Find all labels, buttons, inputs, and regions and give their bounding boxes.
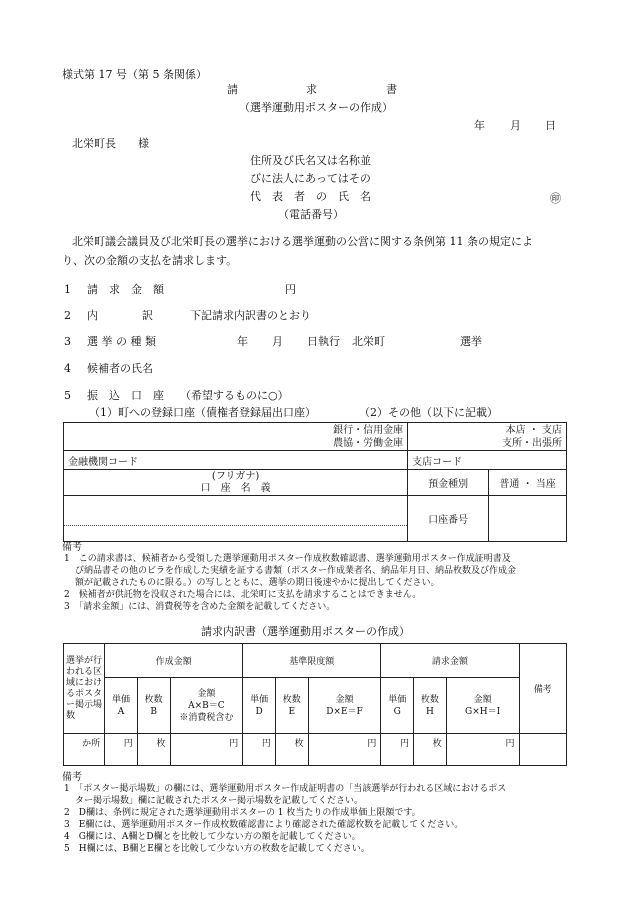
title-char-1: 請 xyxy=(227,83,238,96)
unit-yen-i: 円 xyxy=(505,739,515,749)
col-b-line-2: B xyxy=(150,706,157,717)
notes-1-item-3: 3 「請求金額」には、消費税等を含めた金額を記載してください。 xyxy=(64,602,336,612)
col-b-header xyxy=(137,678,170,734)
notes-1-item-1b: び納品書その他のビラを作成した実績を証する書類（ポスター作成業者名、納品年月日、納品枚数及び作成金 xyxy=(75,566,517,576)
col-a-line-1: 単価 xyxy=(111,694,130,705)
notes-1-item-2: 2 候補者が供託物を没収された場合には、北栄町に支払を請求することはできません。 xyxy=(64,590,422,600)
col-b-line-1: 枚数 xyxy=(144,694,163,705)
account-number-cell[interactable] xyxy=(489,496,567,542)
item-5-note: （希望するものに○） xyxy=(180,389,289,402)
col-e-line-1: 枚数 xyxy=(282,694,301,705)
unit-sheet-b: 枚 xyxy=(156,739,166,749)
group-2-header xyxy=(243,644,381,678)
col-d-line-2: D xyxy=(255,706,263,717)
col-d-line-1: 単価 xyxy=(250,694,269,705)
item-2-value: 下記請求内訳書のとおり xyxy=(190,309,311,322)
account-number-header xyxy=(408,496,489,542)
unit-yen-g: 円 xyxy=(400,739,410,749)
poster-area-label: 選挙が行われる区域におけるポスター掲示場数 xyxy=(66,655,103,721)
item-2-number: 2 xyxy=(64,309,71,322)
item-2-label: 内 訳 xyxy=(87,309,153,322)
unit-sheet-h: 枚 xyxy=(432,739,442,749)
item-5-number: 5 xyxy=(64,389,71,402)
date-month: 月 xyxy=(510,119,521,132)
notes-1-header: 備考 xyxy=(62,542,82,553)
account-name-label: 口 座 名 義 xyxy=(200,482,271,494)
account-option-2[interactable]: （2）その他（以下に記載） xyxy=(359,406,498,419)
item-4-label: 候補者の氏名 xyxy=(87,362,153,375)
group-3-header xyxy=(381,644,519,678)
account-option-1[interactable]: （1）町への登録口座（債権者登録届出口座） xyxy=(89,406,316,419)
unit-sheet-e: 枚 xyxy=(294,739,304,749)
group-1-header xyxy=(105,644,243,678)
bank-type-2: 農協・労働金庫 xyxy=(333,437,404,449)
breakdown-table xyxy=(63,643,567,766)
date-year: 年 xyxy=(474,119,485,132)
applicant-line-3: 代 表 者 の 氏 名 xyxy=(250,190,371,203)
item-3-label: 選 挙 の 種 類 xyxy=(87,335,156,348)
notes-1-item-1c: 額が記載されたものに限る。）の写しとともに、選挙の期日後速やかに提出してください。 xyxy=(75,578,440,588)
unit-yen-f: 円 xyxy=(367,739,377,749)
cell-f[interactable] xyxy=(308,734,381,766)
bank-code-cell[interactable] xyxy=(64,451,408,470)
col-h-line-1: 枚数 xyxy=(420,694,439,705)
col-h-line-2: H xyxy=(425,706,434,717)
item-3-election: 選挙 xyxy=(460,335,482,348)
item-1-number: 1 xyxy=(64,283,71,296)
unit-yen-a: 円 xyxy=(123,739,133,749)
col-c-line-3: ※消費税含む xyxy=(179,712,234,723)
cell-c[interactable] xyxy=(170,734,243,766)
seal-mark: ㊞ xyxy=(550,192,561,205)
notes-2-item-5: 5 H欄には、B欄とE欄とを比較して少ない方の枚数を記載してください。 xyxy=(64,844,370,854)
cell-e[interactable] xyxy=(275,734,308,766)
col-h-header xyxy=(414,678,447,734)
group-3-label: 請求金額 xyxy=(431,657,468,667)
col-g-line-1: 単価 xyxy=(388,694,407,705)
applicant-phone: （電話番号） xyxy=(278,208,344,221)
col-f-header xyxy=(308,678,381,734)
cell-a[interactable] xyxy=(105,734,138,766)
col-e-header xyxy=(275,678,308,734)
bank-type-cell[interactable] xyxy=(64,423,408,451)
cell-g[interactable] xyxy=(381,734,414,766)
unit-yen-c: 円 xyxy=(229,739,239,749)
col-e-line-2: E xyxy=(288,706,296,717)
unit-area: か所 xyxy=(82,739,101,749)
item-5-label: 振 込 口 座 xyxy=(87,389,164,402)
col-i-line-2: G×H＝I xyxy=(465,706,501,717)
title-char-3: 書 xyxy=(386,83,397,96)
item-3-year: 年 xyxy=(237,335,248,348)
remarks-header xyxy=(519,644,567,734)
notes-2-item-3: 3 E欄には、選挙運動用ポスター作成枚数確認書により確認された確認枚数を記載してください。 xyxy=(64,820,464,830)
cell-i[interactable] xyxy=(446,734,519,766)
notes-2-item-2: 2 D欄は、条例に規定された選挙運動用ポスターの 1 枚当たりの作成単価上限額です。 xyxy=(64,808,421,818)
account-number-label: 口座番号 xyxy=(428,515,469,526)
item-1-unit: 円 xyxy=(285,283,296,296)
branch-code-label: 支店コード xyxy=(412,456,463,468)
col-a-header xyxy=(105,678,138,734)
body-text-1: 北栄町議会議員及び北栄町長の選挙における選挙運動の公営に関する条例第 11 条の規定によ xyxy=(72,235,533,248)
col-f-line-2: D×E＝F xyxy=(326,706,363,717)
col-g-header xyxy=(381,678,414,734)
col-i-line-1: 金額 xyxy=(473,694,492,705)
col-g-line-2: G xyxy=(393,706,401,717)
addressee: 北栄町長 様 xyxy=(72,137,149,150)
deposit-type-cell[interactable] xyxy=(489,470,567,496)
applicant-line-2: びに法人にあってはその xyxy=(250,172,371,185)
col-a-line-2: A xyxy=(117,706,125,717)
furigana-divider xyxy=(64,525,407,526)
col-d-header xyxy=(243,678,276,734)
cell-remarks[interactable] xyxy=(519,734,567,766)
group-2-label: 基準限度額 xyxy=(289,657,335,667)
subtitle: （選挙運動用ポスターの作成） xyxy=(239,101,393,114)
notes-1-item-1: 1 この請求書は、候補者から受領した選挙運動用ポスター作成枚数確認書、選挙運動用ポスター作成証明書及 xyxy=(64,554,511,564)
poster-area-cell[interactable] xyxy=(64,734,105,766)
notes-2-item-1: 1 「ポスター掲示場数」の欄には、選挙運動用ポスター作成証明書の「当該選挙が行われる区域におけるポス xyxy=(64,784,507,794)
notes-2-header: 備考 xyxy=(62,772,82,783)
bank-type-1: 銀行・信用金庫 xyxy=(333,424,404,436)
bank-code-label: 金融機関コード xyxy=(68,456,138,468)
body-text-2: り、次の金額の支払を請求します。 xyxy=(62,254,238,267)
col-i-header xyxy=(446,678,519,734)
title-char-2: 求 xyxy=(306,83,317,96)
branch-type-2: 支所・出張所 xyxy=(502,437,562,449)
col-f-line-1: 金額 xyxy=(335,694,354,705)
item-3-day: 日執行 xyxy=(307,335,340,348)
breakdown-title: 請求内訳書（選挙運動用ポスターの作成） xyxy=(201,625,410,638)
item-3-month: 月 xyxy=(272,335,283,348)
col-c-header xyxy=(170,678,243,734)
branch-type-1: 本店 ・ 支店 xyxy=(505,424,562,436)
item-4-number: 4 xyxy=(64,362,71,375)
cell-b[interactable] xyxy=(137,734,170,766)
item-1-label: 請 求 金 額 xyxy=(87,283,164,296)
col-c-line-2: A×B＝C xyxy=(188,700,225,711)
notes-2-item-1b: ター掲示場数」欄に記載されたポスター掲示場数を記載してください。 xyxy=(75,796,364,806)
branch-code-cell[interactable] xyxy=(408,451,567,470)
furigana-label: (フリガナ) xyxy=(211,470,260,482)
unit-yen-d: 円 xyxy=(261,739,271,749)
notes-2-item-4: 4 G欄には、A欄とD欄とを比較して少ない方の額を記載してください。 xyxy=(64,832,361,842)
cell-h[interactable] xyxy=(414,734,447,766)
applicant-line-1: 住所及び氏名又は名称並 xyxy=(250,154,371,167)
account-name-header xyxy=(64,470,408,496)
branch-type-cell[interactable] xyxy=(408,423,567,451)
account-name-cell[interactable] xyxy=(64,496,408,542)
item-3-town: 北栄町 xyxy=(352,335,385,348)
deposit-type-options: 普通 ・ 当座 xyxy=(499,479,556,490)
cell-d[interactable] xyxy=(243,734,276,766)
group-1-label: 作成金額 xyxy=(155,657,192,667)
date-day: 日 xyxy=(545,119,556,132)
poster-area-header xyxy=(64,644,105,734)
item-3-number: 3 xyxy=(64,335,71,348)
deposit-type-label: 預金種別 xyxy=(428,479,469,490)
deposit-type-header xyxy=(408,470,489,496)
remarks-label: 備考 xyxy=(533,685,552,695)
bank-account-table xyxy=(63,422,567,542)
col-c-line-1: 金額 xyxy=(197,688,216,699)
form-number: 様式第 17 号（第 5 条関係） xyxy=(62,68,207,81)
